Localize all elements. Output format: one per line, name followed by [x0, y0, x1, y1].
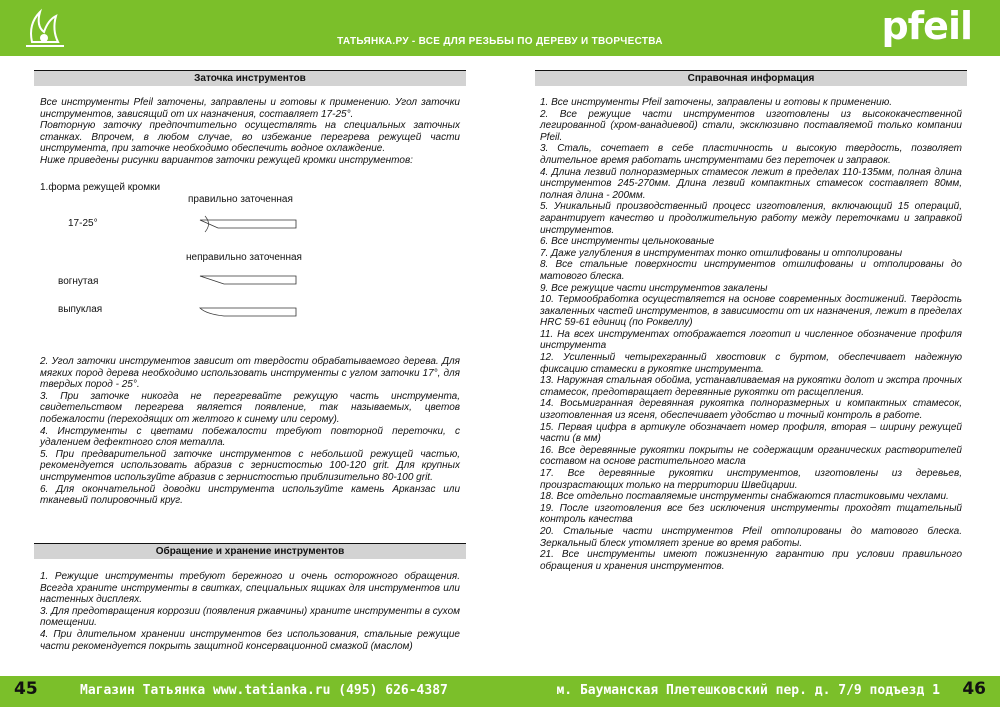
list-item: 6. Для окончательной доводки инструмента используйте камень Арканзас или тканевый полировочный круг.: [40, 483, 460, 507]
sharpening-points: [40, 356, 460, 507]
list-item: 6. Все инструменты цельнокованые: [540, 236, 715, 248]
list-item: 2. Все режущие части инструментов изготовлены из высококачественной легированной (хром-ванадиевой) стали, эксклюзивно поставляемой только компании Pfeil.: [540, 108, 962, 143]
list-item: 21. Все инструменты имеют пожизненную гарантию при условии правильного обращения и хранения инструментов.: [540, 549, 962, 572]
list-item: 12. Усиленный четырехгранный хвостовик с буртом, обеспечивает надежную фиксацию стамески в рукоятке инструмента.: [540, 352, 962, 375]
blade-profiles-icon: [40, 180, 460, 350]
correct-label: правильно заточенная: [188, 194, 293, 205]
list-item: 20. Стальные части инструментов Pfeil отполированы до матового блеска. Зеркальный блеск утомляет зрение во время работы.: [540, 525, 962, 549]
list-item: 10. Термообработка осуществляется на основе современных достижений. Твердость закаленных частей инструментов, в зависимости от их назначения, лежит в пределах HRC 59-61 единиц (по Роквеллу): [540, 294, 962, 329]
header-tagline: ТАТЬЯНКА.РУ - ВСЕ ДЛЯ РЕЗЬБЫ ПО ДЕРЕВУ И ТВОРЧЕСТВА: [337, 36, 663, 47]
list-item: 3. Сталь, сочетает в себе пластичность и высокую твердость, позволяет длительное время работать инструментами без переточек и заправок.: [540, 143, 962, 166]
list-item: 8. Все стальные поверхности инструментов отшлифованы и отполированы до матового блеска.: [540, 259, 962, 282]
page-number-left: 45: [14, 679, 38, 699]
list-item: 13. Наружная стальная обойма, устанавливаемая на рукоятки долот и экстра прочных стамесок, предотвращает деревянные рукоятки от расщепления.: [540, 375, 962, 398]
list-item: 7. Даже углубления в инструментах тонко отшлифованы и отполированы: [540, 247, 903, 259]
list-item: 4. Инструменты с цветами побежалости требуют повторной переточки, с удалением дефектного слоя металла.: [40, 425, 460, 449]
page-number-right: 46: [962, 679, 986, 699]
list-item: 11. На всех инструментах отображается логотип и численное обозначение профиля инструмента: [540, 328, 962, 352]
footer-address: м. Бауманская Плетешковский пер. д. 7/9 подъезд 1: [556, 683, 940, 698]
section-header-reference: [535, 70, 967, 86]
sharpening-intro: [40, 97, 460, 167]
list-item: 15. Первая цифра в артикуле обозначает номер профиля, вторая – ширину режущей части (в мм): [540, 421, 962, 445]
list-item: 5. При предварительной заточке инструментов с небольшой режущей частью, рекомендуется использовать абразив с зернистостью 100-120 grit. Для крупных инструментов используйте абразив с зернистостью приблизительно 80-100 grit.: [40, 448, 460, 483]
list-item: 4. При длительном хранении инструментов без использования, стальные режущие части рекомендуется покрыть защитной консервационной смазкой (маслом): [40, 628, 460, 652]
list-item: 19. После изготовления все без исключения инструменты проходят тщательный контроль качества: [540, 502, 962, 526]
section-header-sharpening: [34, 70, 466, 86]
list-item: 3. Для предотвращения коррозии (появления ржавчины) храните инструменты в сухом помещении.: [40, 605, 460, 629]
list-item: 14. Восьмигранная деревянная рукоятка полноразмерных и компактных стамесок, изготовленная из ясеня, обеспечивает удобство и точный контроль в работе.: [540, 398, 962, 422]
paragraph: Все инструменты Pfeil заточены, заправлены и готовы к применению. Угол заточки инструментов, зависящий от их назначения, составляет 17-25°.: [40, 97, 460, 120]
storage-text: [40, 571, 460, 652]
convex-label: выпуклая: [58, 304, 103, 315]
list-item: 1. Режущие инструменты требуют бережного и очень осторожного обращения. Всегда храните инструменты в свитках, специальных ящиках для инструментов или настенных дисплеях.: [40, 571, 460, 606]
list-item: 9. Все режущие части инструментов закалены: [540, 282, 768, 294]
section-title: Заточка инструментов: [194, 73, 306, 84]
paragraph: Ниже приведены рисунки вариантов заточки режущей кромки инструментов:: [40, 154, 413, 166]
edge-shape-diagram: [40, 180, 460, 350]
brand-logo: pfeil: [881, 4, 972, 48]
list-item: 17. Все деревянные рукоятки инструментов, изготовлены из деревьев, произрастающих только на территории Швейцарии.: [540, 468, 962, 491]
angle-label: 17-25°: [68, 218, 98, 229]
top-banner: [0, 0, 1000, 56]
concave-label: вогнутая: [58, 276, 99, 287]
list-item: 5. Уникальный производственный процесс изготовления, включающий 15 операций, гарантирует качество и продолжительную работу между переточками и заправкой инструментов.: [540, 201, 962, 236]
footer-contact: Магазин Татьянка www.tatianka.ru (495) 626-4387: [80, 683, 448, 698]
list-item: 4. Длина лезвий полноразмерных стамесок лежит в пределах 110-135мм, полная длина инструментов 245-270мм. Длина лезвий компактных стамесок составляет 80мм, полная длина - 200мм.: [540, 166, 962, 201]
list-item: 16. Все деревянные рукоятки покрыты не содержащим органических растворителей составом на основе растительного масла: [540, 444, 962, 468]
list-item: 2. Угол заточки инструментов зависит от твердости обрабатываемого дерева. Для мягких пород дерева необходимо использовать инструменты с углом заточки 17°, для твердых пород - 25°.: [40, 356, 460, 391]
list-item: 3. При заточке никогда не перегревайте режущую часть инструмента, свидетельством перегрева является появление, так называемых, цветов побежалости (переходящих от желтого к синему или серому).: [40, 390, 460, 425]
bottom-banner: [0, 676, 1000, 707]
list-item: 18. Все отдельно поставляемые инструменты снабжаются пластиковыми чехлами.: [540, 491, 949, 503]
section-title: Справочная информация: [687, 73, 815, 84]
incorrect-label: неправильно заточенная: [186, 252, 302, 263]
list-item: 1. Все инструменты Pfeil заточены, заправлены и готовы к применению.: [540, 97, 893, 108]
reference-list: [540, 97, 962, 572]
section-header-storage: [34, 543, 466, 559]
section-title: Обращение и хранение инструментов: [155, 546, 345, 557]
diagram-heading: 1.форма режущей кромки: [40, 182, 161, 193]
paragraph: Повторную заточку предпочтительно осуществлять на специальных заточных станках. Впрочем, в любом случае, во избежание перегрева режущей части инструмента, при заточке необходимо обеспечить водное охлаждение.: [40, 120, 460, 155]
